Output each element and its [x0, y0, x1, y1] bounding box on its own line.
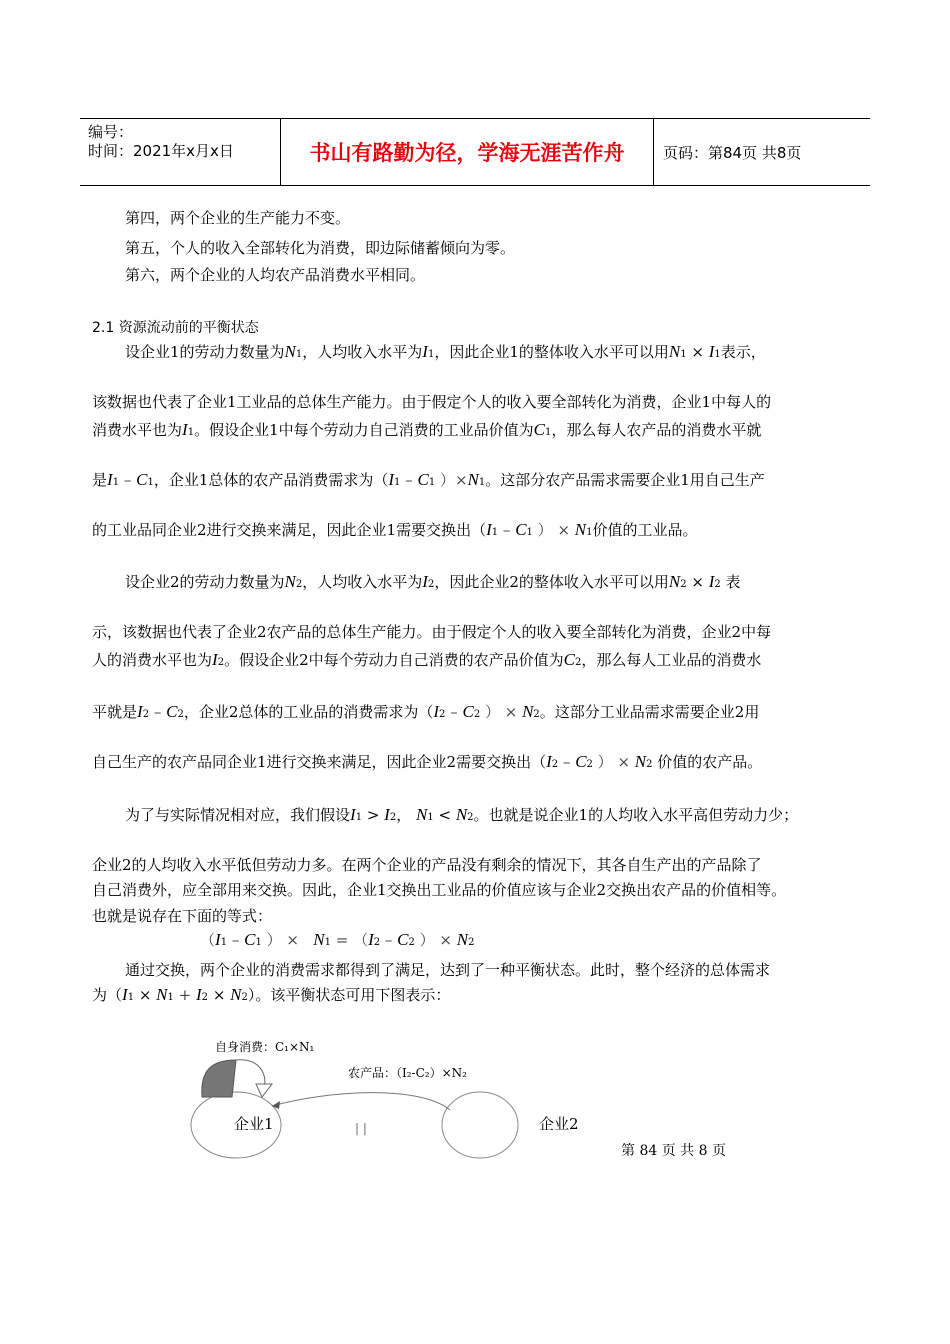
paragraph-firm1-line4: 是I1 – C1，企业1总体的农产品消费需求为（I1 – C1 ）×N1。这部分农产品需求需要企业1用自己生产 — [92, 470, 765, 489]
firm1-label: 企业1 — [234, 1115, 274, 1133]
paragraph-assume-line3: 自己消费外，应全部用来交换。因此，企业1交换出工业品的价值应该与企业2交换出农产品的价值相等。 — [92, 881, 787, 899]
paragraph-firm1-line3: 消费水平也为I1。假设企业1中每个劳动力自己消费的工业品价值为C1，那么每人农产品的消费水平就 — [92, 420, 762, 439]
agri-product-label: 农产品：（I₂-C₂）×N₂ — [348, 1066, 467, 1080]
paragraph-firm2-line3: 人的消费水平也为I2。假设企业2中每个劳动力自己消费的农产品价值为C2，那么每人工业品的消费水 — [92, 650, 762, 669]
agri-flow-arrow — [272, 1093, 450, 1110]
paragraph-assume-line1: 为了与实际情况相对应，我们假设I1 > I2， N1 < N2。也就是说企业1的人均收入水平高但劳动力少； — [125, 805, 799, 824]
paragraph-assumption-5: 第五，个人的收入全部转化为消费，即边际储蓄倾向为零。 — [125, 239, 516, 257]
paragraph-equilibrium-line2: 为（I1 × N1 + I2 × N2）。该平衡状态可用下图表示： — [92, 985, 451, 1004]
number-label: 编号： — [88, 123, 134, 141]
agri-flow-arrowhead — [272, 1101, 280, 1109]
page-footer: 第 84 页 共 8 页 — [621, 1143, 726, 1159]
motto: 书山有路勤为径，学海无涯苦作舟 — [281, 119, 654, 185]
section-heading: 2.1 资源流动前的平衡状态 — [92, 320, 259, 336]
self-consumption-label: 自身消费：C₁×N₁ — [215, 1040, 315, 1054]
paragraph-firm2-line5: 自己生产的农产品同企业1进行交换来满足，因此企业2需要交换出（I2 – C2 ） × N2 价值的农产品。 — [92, 752, 763, 771]
paragraph-firm2-line2: 示，该数据也代表了企业2农产品的总体生产能力。由于假定个人的收入要全部转化为消费，企业2中每 — [92, 623, 772, 641]
paragraph-firm1-line1: 设企业1的劳动力数量为N1，人均收入水平为I1，因此企业1的整体收入水平可以用N1 × I1表示， — [125, 342, 766, 361]
self-consumption-arrow — [202, 1060, 236, 1097]
firm2-ellipse — [442, 1092, 518, 1158]
date-label: 时间：2021年x月x日 — [88, 142, 234, 160]
paragraph-firm2-line4: 平就是I2 – C2，企业2总体的工业品的消费需求为（I2 – C2 ） × N2。这部分工业品需求需要企业2用 — [92, 702, 760, 721]
gap-mark: | | — [355, 1121, 367, 1135]
paragraph-firm1-line5: 的工业品同企业2进行交换来满足，因此企业1需要交换出（I1 – C1 ） × N1价值的工业品。 — [92, 520, 698, 539]
paragraph-assume-line4: 也就是说存在下面的等式： — [92, 907, 273, 925]
paragraph-equilibrium-line1: 通过交换，两个企业的消费需求都得到了满足，达到了一种平衡状态。此时，整个经济的总体需求 — [125, 961, 771, 979]
paragraph-firm1-line2: 该数据也代表了企业1工业品的总体生产能力。由于假定个人的收入要全部转化为消费，企业1中每人的 — [92, 393, 772, 411]
equation: （I1 – C1 ） × N1 = （I2 – C2 ） × N2 — [200, 930, 475, 949]
paragraph-assumption-4: 第四，两个企业的生产能力不变。 — [125, 209, 351, 227]
self-consumption-arrowhead — [256, 1084, 272, 1097]
paragraph-assumption-6: 第六，两个企业的人均农产品消费水平相同。 — [125, 266, 426, 284]
paragraph-firm2-line1: 设企业2的劳动力数量为N2，人均收入水平为I2，因此企业2的整体收入水平可以用N2 × I2 表 — [125, 572, 741, 591]
paragraph-assume-line2: 企业2的人均收入水平低但劳动力多。在两个企业的产品没有剩余的情况下，其各自生产出的产品除了 — [92, 856, 762, 874]
page-label: 页码：第84页 共8页 — [663, 143, 802, 162]
firm2-label: 企业2 — [539, 1115, 579, 1133]
